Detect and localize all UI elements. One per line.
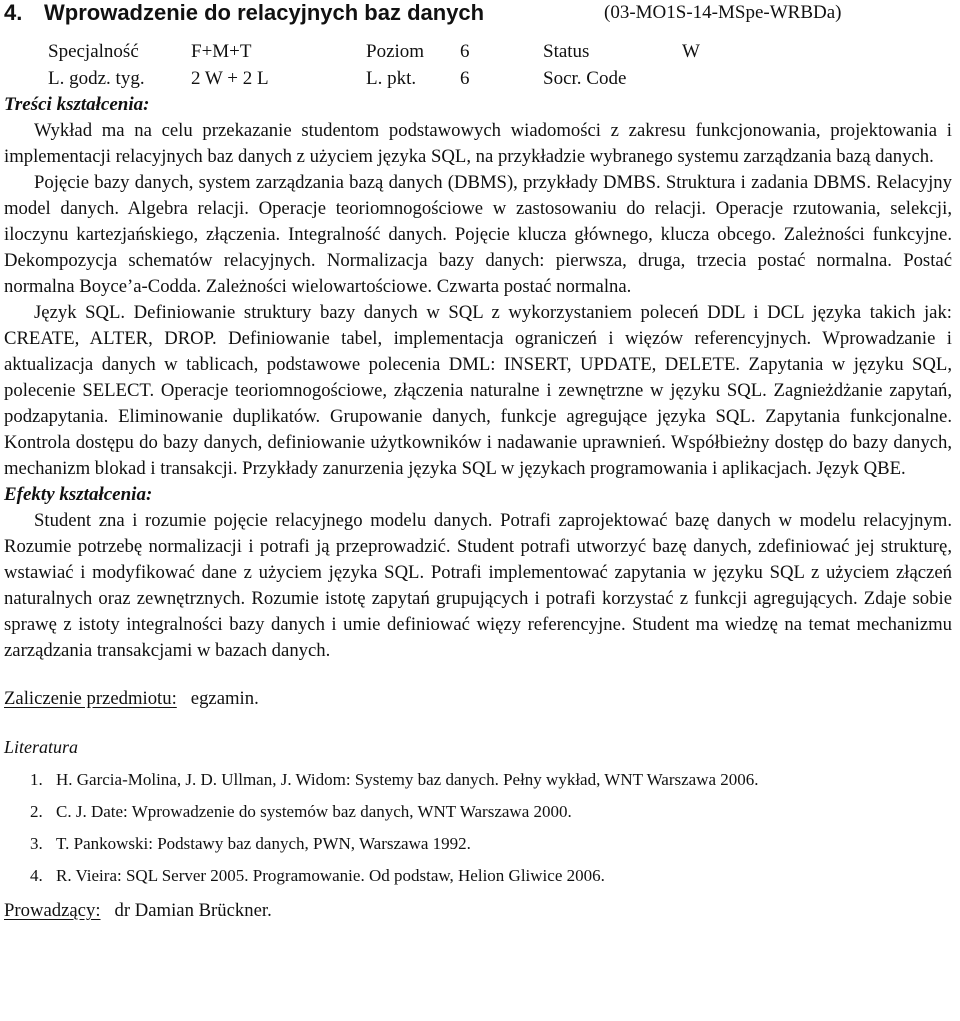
meta-value-specjalnosc: F+M+T bbox=[191, 41, 252, 62]
zaliczenie-value: egzamin. bbox=[190, 688, 259, 709]
prowadzacy-line bbox=[4, 898, 952, 924]
list-item-number: 4. bbox=[30, 866, 43, 885]
zaliczenie-line bbox=[4, 686, 952, 712]
meta-value-status: W bbox=[682, 41, 700, 62]
list-item-number: 3. bbox=[30, 834, 43, 853]
meta-row bbox=[48, 65, 948, 92]
prowadzacy-value: dr Damian Brückner. bbox=[114, 900, 272, 921]
meta-label-godziny: L. godz. tyg. bbox=[48, 68, 145, 89]
list-item-text: R. Vieira: SQL Server 2005. Programowanie. Od podstaw, Helion Gliwice 2006. bbox=[56, 866, 605, 885]
list-item bbox=[30, 834, 952, 854]
course-code: (03-MO1S-14-MSpe-WRBDa) bbox=[604, 2, 842, 23]
meta-label-punkty: L. pkt. bbox=[366, 68, 417, 89]
course-title: Wprowadzenie do relacyjnych baz danych bbox=[44, 0, 485, 25]
tresci-heading: Treści kształcenia: bbox=[4, 94, 150, 115]
meta-label-poziom: Poziom bbox=[366, 41, 425, 62]
efekty-paragraph: Student zna i rozumie pojęcie relacyjnego modelu danych. Potrafi zaprojektować bazę danych w modelu relacyjnym. Rozumie potrzebę normalizacji i potrafi ją przeprowadzić. Student potrafi utworzyć bazę danych, zdefiniować jej strukturę, wstawiać i modyfikować dane z użyciem języka SQL. Potrafi implementować zapytania w języku SQL z użyciem złączeń naturalnych oraz zewnętrznych. Rozumie istotę zapytań grupujących i potrafi korzystać z funkcji agregujących. Zdaje sobie sprawę z istoty integralności bazy danych i umie definiować więzy referencyjne. Student ma wiedzę na temat mechanizmu zarządzania transakcjami w bazach danych. bbox=[4, 510, 952, 661]
course-title-row bbox=[4, 0, 952, 28]
efekty-heading: Efekty kształcenia: bbox=[4, 484, 153, 505]
course-meta-table bbox=[48, 38, 948, 92]
section-number: 4. bbox=[4, 0, 23, 25]
list-item-text: H. Garcia-Molina, J. D. Ullman, J. Widom: Systemy baz danych. Pełny wykład, WNT Warszawa 2006. bbox=[56, 770, 759, 789]
list-item-number: 2. bbox=[30, 802, 43, 821]
zaliczenie-label: Zaliczenie przedmiotu: bbox=[4, 688, 177, 709]
meta-row bbox=[48, 38, 948, 65]
course-content bbox=[4, 92, 952, 924]
list-item bbox=[30, 802, 952, 822]
list-item bbox=[30, 770, 952, 790]
tresci-paragraph: Język SQL. Definiowanie struktury bazy danych w SQL z wykorzystaniem poleceń DDL i DCL języka takich jak: CREATE, ALTER, DROP. Definiowanie tabel, implementacja ograniczeń i więzów referencyjnych. Wprowadzanie i aktualizacja danych w tablicach, podstawowe polecenia DML: INSERT, UPDATE, DELETE. Zapytania w języku SQL, polecenie SELECT. Operacje teoriomnogościowe, złączenia naturalne i zewnętrzne w języku SQL. Zagnieżdżanie zapytań, podzapytania. Eliminowanie duplikatów. Grupowanie danych, funkcje agregujące języka SQL. Zapytania funkcjonalne. Kontrola dostępu do bazy danych, definiowanie użytkowników i nadawanie uprawnień. Współbieżny dostęp do bazy danych, mechanizm blokad i transakcji. Przykłady zanurzenia języka SQL w językach programowania i aplikacjach. Język QBE. bbox=[4, 302, 952, 479]
list-item-number: 1. bbox=[30, 770, 43, 789]
meta-label-specjalnosc: Specjalność bbox=[48, 41, 139, 62]
list-item-text: C. J. Date: Wprowadzenie do systemów baz danych, WNT Warszawa 2000. bbox=[56, 802, 572, 821]
literatura-heading: Literatura bbox=[4, 737, 79, 757]
list-item-text: T. Pankowski: Podstawy baz danych, PWN, Warszawa 1992. bbox=[56, 834, 471, 853]
literature-list bbox=[30, 770, 952, 886]
tresci-paragraph: Pojęcie bazy danych, system zarządzania bazą danych (DBMS), przykłady DMBS. Struktura i zadania DBMS. Relacyjny model danych. Algebra relacji. Operacje teoriomnogościowe w zastosowaniu do relacji. Operacje rzutowania, selekcji, iloczynu kartezjańskiego, złączenia. Integralność danych. Pojęcie klucza głównego, klucza obcego. Zależności funkcyjne. Dekompozycja schematów relacyjnych. Normalizacja bazy danych: pierwsza, druga, trzecia postać normalna. Postać normalna Boyce’a-Codda. Zależności wielowartościowe. Czwarta postać normalna. bbox=[4, 172, 952, 297]
meta-value-godziny: 2 W + 2 L bbox=[191, 68, 269, 89]
meta-label-status: Status bbox=[543, 41, 590, 62]
prowadzacy-label: Prowadzący: bbox=[4, 900, 101, 921]
list-item bbox=[30, 866, 952, 886]
tresci-paragraph: Wykład ma na celu przekazanie studentom podstawowych wiadomości z zakresu funkcjonowania, projektowania i implementacji relacyjnych baz danych z użyciem języka SQL, na przykładzie wybranego systemu zarządzania bazą danych. bbox=[4, 120, 952, 167]
meta-value-punkty: 6 bbox=[460, 68, 470, 89]
meta-label-socr-code: Socr. Code bbox=[543, 68, 627, 89]
meta-value-poziom: 6 bbox=[460, 41, 470, 62]
